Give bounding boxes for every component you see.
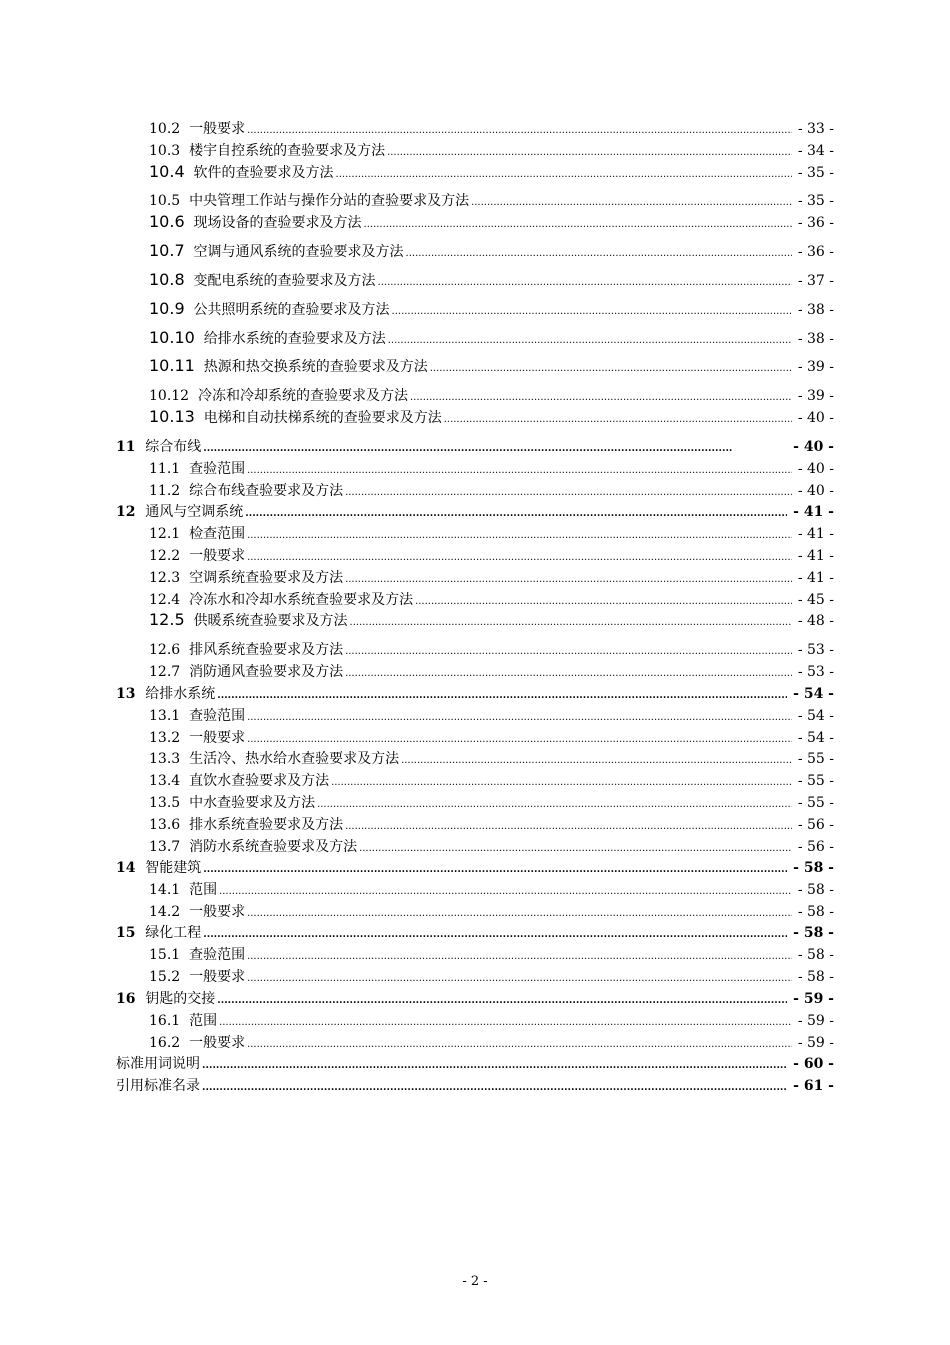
toc-page: - 36 - [797,215,834,231]
toc-title: 查验范围 [189,461,246,477]
leader-dots [247,552,792,563]
leader-dots [245,508,787,519]
toc-entry[interactable] [149,589,834,609]
leader-dots [247,125,792,136]
toc-entry[interactable] [149,241,834,261]
toc-entry[interactable] [149,966,834,986]
leader-dots [350,617,792,628]
toc-title: 软件的查验要求及方法 [193,165,334,181]
leader-dots [247,973,792,984]
toc-number: 13.3 [149,751,181,767]
toc-number: 10.4 [149,162,185,181]
toc-title: 综合布线查验要求及方法 [189,483,344,499]
toc-entry[interactable] [149,748,834,768]
toc-number: 10.13 [149,407,195,426]
toc-number: 16.2 [149,1035,181,1051]
toc-page: - 41 - [797,548,834,564]
toc-page: - 59 - [793,991,834,1007]
toc-entry[interactable] [149,1010,834,1030]
leader-dots [378,277,792,288]
toc-number: 15 [116,925,136,941]
leader-dots [444,414,792,425]
toc-page: - 59 - [797,1013,834,1029]
toc-title: 现场设备的查验要求及方法 [193,215,362,231]
leader-dots [203,443,733,454]
toc-page: - 40 - [793,439,834,455]
leader-dots [247,734,792,745]
toc-entry[interactable] [149,545,834,565]
toc-chapter[interactable] [116,683,834,703]
toc-number: 13.5 [149,795,181,811]
toc-page: - 58 - [797,947,834,963]
toc-page: - 56 - [797,839,834,855]
toc-title: 查验范围 [189,708,246,724]
toc-entry[interactable] [149,836,834,856]
page-number: - 2 - [462,1274,488,1289]
toc-page: - 35 - [797,165,834,181]
toc-entry[interactable] [149,407,834,427]
toc-title: 查验范围 [189,947,246,963]
toc-page: - 53 - [797,642,834,658]
leader-dots [392,306,792,317]
toc-entry[interactable] [149,162,834,182]
leader-dots [202,1060,787,1071]
toc-title: 冷冻水和冷却水系统查验要求及方法 [189,592,414,608]
toc-chapter[interactable] [116,988,834,1008]
toc-page: - 59 - [797,1035,834,1051]
toc-page: - 55 - [797,773,834,789]
toc-title: 中央管理工作站与操作分站的查验要求及方法 [189,193,470,209]
toc-entry[interactable] [149,523,834,543]
toc-number: 10.8 [149,270,185,289]
leader-dots [247,712,792,723]
toc-title: 排风系统查验要求及方法 [189,642,344,658]
toc-number: 15.1 [149,947,181,963]
toc-chapter[interactable] [116,922,834,942]
toc-title: 给排水系统的查验要求及方法 [203,331,386,347]
leader-dots [406,248,792,259]
toc-appendix[interactable] [116,1053,834,1073]
toc-title: 消防水系统查验要求及方法 [189,839,358,855]
leader-dots [317,799,792,810]
toc-title: 冷冻和冷却系统的查验要求及方法 [198,388,408,404]
toc-entry[interactable] [149,1032,834,1052]
leader-dots [203,864,787,875]
toc-appendix[interactable] [116,1075,834,1095]
toc-entry[interactable] [149,639,834,659]
leader-dots [471,197,792,208]
toc-number: 10.3 [149,143,181,159]
leader-dots [364,219,792,230]
leader-dots [331,777,792,788]
toc-page: - 53 - [797,664,834,680]
toc-title: 空调系统查验要求及方法 [189,570,344,586]
toc-number: 10.9 [149,299,185,318]
leader-dots [203,929,787,940]
toc-number: 16 [116,991,136,1007]
leader-dots [410,392,792,403]
toc-entry[interactable] [149,458,834,478]
leader-dots [345,487,792,498]
toc-number: 15.2 [149,969,181,985]
leader-dots [247,908,792,919]
toc-title: 标准用词说明 [116,1056,200,1072]
toc-number: 10.6 [149,212,185,231]
toc-number: 11.1 [149,461,181,477]
toc-title: 引用标准名录 [116,1078,200,1094]
toc-number: 10.12 [149,388,190,404]
toc-title: 中水查验要求及方法 [189,795,316,811]
toc-entry[interactable] [149,661,834,681]
toc-page: - 39 - [797,388,834,404]
toc-title: 一般要求 [189,548,246,564]
toc-page: - 40 - [797,461,834,477]
toc-number: 13.1 [149,708,181,724]
toc-entry[interactable] [149,567,834,587]
toc-number: 13 [116,686,136,702]
leader-dots [217,995,787,1006]
toc-page: - 56 - [797,817,834,833]
toc-title: 综合布线 [145,439,202,455]
leader-dots [219,1017,792,1028]
toc-page: - 58 - [793,860,834,876]
toc-number: 12 [116,504,136,520]
toc-title: 一般要求 [189,730,246,746]
toc-page: - 41 - [797,570,834,586]
toc-page: - 54 - [793,686,834,702]
toc-number: 16.1 [149,1013,181,1029]
toc-number: 10.5 [149,193,181,209]
leader-dots [247,465,792,476]
toc-entry[interactable] [149,879,834,899]
toc-title: 消防通风查验要求及方法 [189,664,344,680]
leader-dots [217,690,787,701]
toc-number: 13.6 [149,817,181,833]
toc-number: 12.6 [149,642,181,658]
toc-entry[interactable] [149,270,834,290]
toc-entry[interactable] [149,944,834,964]
toc-page: - 38 - [797,331,834,347]
toc-page: - 54 - [797,708,834,724]
toc-title: 智能建筑 [145,860,202,876]
leader-dots [430,363,792,374]
leader-dots [359,843,792,854]
toc-title: 一般要求 [189,969,246,985]
toc-page: - 39 - [797,359,834,375]
toc-page: - 61 - [793,1078,834,1094]
toc-page: - 48 - [797,613,834,629]
toc-page: - 55 - [797,795,834,811]
leader-dots [345,574,792,585]
toc-entry[interactable] [149,356,834,376]
toc-number: 12.1 [149,526,181,542]
leader-dots [388,335,792,346]
toc-entry[interactable] [149,190,834,210]
toc-page: - 40 - [797,410,834,426]
toc-chapter[interactable] [116,501,834,521]
toc-entry[interactable] [149,299,834,319]
toc-entry[interactable] [149,814,834,834]
toc-title: 一般要求 [189,121,246,137]
leader-dots [247,951,792,962]
toc-entry[interactable] [149,705,834,725]
toc-title: 供暖系统查验要求及方法 [193,613,348,629]
leader-dots [336,169,792,180]
toc-number: 12.7 [149,664,181,680]
toc-entry[interactable] [149,480,834,500]
toc-page: - 41 - [793,504,834,520]
toc-title: 电梯和自动扶梯系统的查验要求及方法 [203,410,442,426]
toc-number: 11 [116,439,136,455]
toc-title: 排水系统查验要求及方法 [189,817,344,833]
toc-page: - 36 - [797,244,834,260]
leader-dots [247,530,792,541]
toc-title: 范围 [189,882,218,898]
toc-title: 一般要求 [189,1035,246,1051]
leader-dots [345,668,792,679]
toc-number: 10.10 [149,328,195,347]
toc-number: 10.7 [149,241,185,260]
toc-entry[interactable] [149,328,834,348]
toc-number: 13.7 [149,839,181,855]
toc-page: - 34 - [797,143,834,159]
toc-title: 一般要求 [189,904,246,920]
toc-number: 14.1 [149,882,181,898]
toc-number: 12.3 [149,570,181,586]
leader-dots [415,596,792,607]
toc-entry[interactable] [149,212,834,232]
toc-page: - 37 - [797,273,834,289]
toc-entry[interactable] [149,901,834,921]
toc-title: 生活冷、热水给水查验要求及方法 [189,751,400,767]
toc-page: - 58 - [793,925,834,941]
toc-chapter[interactable] [116,857,834,877]
toc-title: 变配电系统的查验要求及方法 [193,273,376,289]
toc-page: - 41 - [797,526,834,542]
toc-page: - 54 - [797,730,834,746]
toc-page: - 58 - [797,882,834,898]
leader-dots [387,147,792,158]
toc-chapter[interactable] [116,436,834,456]
toc-page: - 33 - [797,121,834,137]
toc-title: 绿化工程 [145,925,202,941]
toc-title: 直饮水查验要求及方法 [189,773,330,789]
leader-dots [202,1082,787,1093]
toc-title: 钥匙的交接 [145,991,216,1007]
toc-page: - 38 - [797,302,834,318]
toc-number: 12.4 [149,592,181,608]
toc-page: - 58 - [797,969,834,985]
toc-number: 12.5 [149,610,185,629]
toc-title: 给排水系统 [145,686,216,702]
toc-number: 11.2 [149,483,181,499]
toc-entry[interactable] [149,118,834,138]
toc-number: 10.11 [149,356,195,375]
toc-entry[interactable] [149,770,834,790]
toc-title: 通风与空调系统 [145,504,244,520]
toc-page: - 55 - [797,751,834,767]
toc-number: 14 [116,860,136,876]
leader-dots [345,821,792,832]
leader-dots [247,1039,792,1050]
toc-entry[interactable] [149,792,834,812]
toc-page: - 60 - [793,1056,834,1072]
toc-entry[interactable] [149,727,834,747]
toc-number: 12.2 [149,548,181,564]
toc-entry[interactable] [149,610,834,630]
leader-dots [345,646,792,657]
leader-dots [219,886,792,897]
toc-page: - 58 - [797,904,834,920]
toc-number: 14.2 [149,904,181,920]
toc-number: 10.2 [149,121,181,137]
toc-title: 热源和热交换系统的查验要求及方法 [203,359,428,375]
toc-title: 检查范围 [189,526,246,542]
toc-page: - 40 - [797,483,834,499]
toc-title: 楼宇自控系统的查验要求及方法 [189,143,386,159]
toc-page: - 35 - [797,193,834,209]
toc-title: 公共照明系统的查验要求及方法 [193,302,390,318]
leader-dots [401,755,792,766]
toc-title: 范围 [189,1013,218,1029]
toc-number: 13.2 [149,730,181,746]
toc-title: 空调与通风系统的查验要求及方法 [193,244,404,260]
toc-entry[interactable] [149,385,834,405]
toc-entry[interactable] [149,140,834,160]
toc-number: 13.4 [149,773,181,789]
toc-page: - 45 - [797,592,834,608]
